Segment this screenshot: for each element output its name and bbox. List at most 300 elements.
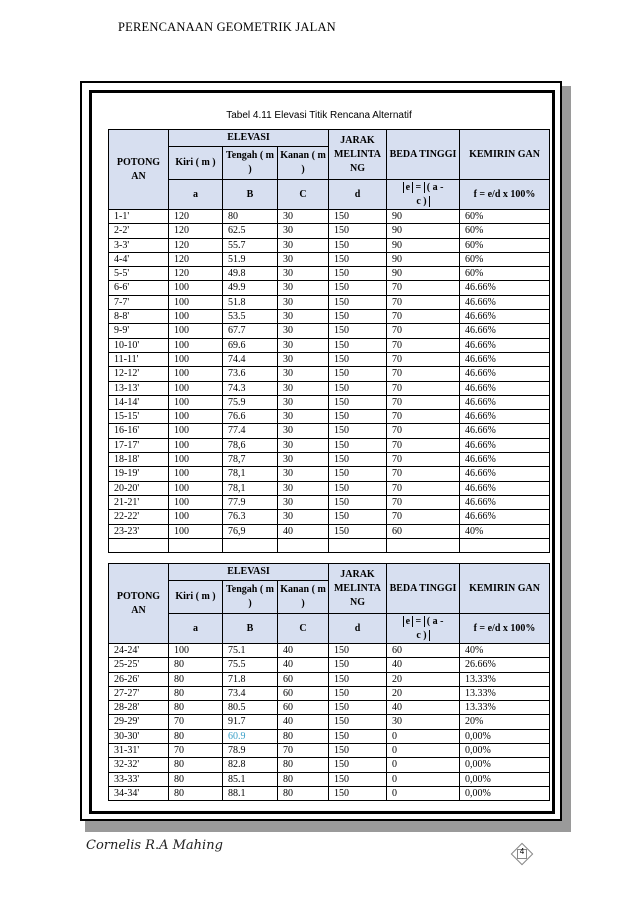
cell-kiri: 120 xyxy=(169,267,223,281)
cell-kanan: 30 xyxy=(278,410,329,424)
header-e-formula xyxy=(387,614,460,644)
cell-kanan: 30 xyxy=(278,267,329,281)
cell-tengah: 74.4 xyxy=(223,352,278,366)
cell-potongan: 15-15' xyxy=(109,410,169,424)
table-row xyxy=(109,744,550,758)
e-expr-tail: c ) xyxy=(416,630,429,641)
cell-kanan: 60 xyxy=(278,701,329,715)
cell-kemiringan: 60% xyxy=(460,267,550,281)
running-head: PERENCANAAN GEOMETRIK JALAN xyxy=(118,20,336,34)
cell-kemiringan: 46.66% xyxy=(460,295,550,309)
cell-jarak: 150 xyxy=(329,367,387,381)
table-row xyxy=(109,510,550,524)
table-row xyxy=(109,524,550,538)
table-row xyxy=(109,410,550,424)
cell-tengah: 67.7 xyxy=(223,324,278,338)
header-kanan: Kanan ( m ) xyxy=(278,147,329,180)
cell-kanan: 80 xyxy=(278,758,329,772)
cell-tengah: 51.9 xyxy=(223,252,278,266)
header-beda-tinggi: BEDA TINGGI xyxy=(387,564,460,614)
cell-kiri: 100 xyxy=(169,410,223,424)
cell-tengah: 55.7 xyxy=(223,238,278,252)
cell-kiri: 80 xyxy=(169,672,223,686)
header-kemiringan: KEMIRIN GAN xyxy=(460,564,550,614)
cell-tengah: 75.9 xyxy=(223,395,278,409)
header-b: B xyxy=(223,180,278,210)
cell-beda: 70 xyxy=(387,410,460,424)
cell-jarak: 150 xyxy=(329,438,387,452)
cell-kemiringan: 0,00% xyxy=(460,786,550,800)
cell-kiri: 120 xyxy=(169,252,223,266)
cell-beda: 70 xyxy=(387,381,460,395)
cell-jarak: 150 xyxy=(329,267,387,281)
cell-kanan: 30 xyxy=(278,310,329,324)
e-equals: = xyxy=(415,181,422,193)
header-e-formula xyxy=(387,180,460,210)
cell-kiri: 100 xyxy=(169,338,223,352)
cell-tengah: 78,7 xyxy=(223,453,278,467)
cell-blank xyxy=(329,538,387,552)
cell-kiri: 100 xyxy=(169,395,223,409)
table-row xyxy=(109,295,550,309)
cell-jarak: 150 xyxy=(329,310,387,324)
cell-kemiringan: 60% xyxy=(460,210,550,224)
table-row xyxy=(109,424,550,438)
cell-kiri: 120 xyxy=(169,224,223,238)
cell-kanan: 30 xyxy=(278,238,329,252)
cell-kiri: 80 xyxy=(169,758,223,772)
cell-tengah: 73.6 xyxy=(223,367,278,381)
cell-potongan: 19-19' xyxy=(109,467,169,481)
cell-kiri: 100 xyxy=(169,495,223,509)
cell-jarak: 150 xyxy=(329,758,387,772)
cell-blank xyxy=(169,538,223,552)
cell-kanan: 70 xyxy=(278,744,329,758)
cell-tengah: 75.5 xyxy=(223,658,278,672)
cell-potongan: 13-13' xyxy=(109,381,169,395)
cell-kemiringan: 46.66% xyxy=(460,352,550,366)
header-kiri: Kiri ( m ) xyxy=(169,147,223,180)
cell-kiri: 100 xyxy=(169,324,223,338)
cell-tengah: 78,1 xyxy=(223,481,278,495)
cell-kemiringan: 46.66% xyxy=(460,438,550,452)
e-expr: ( a - xyxy=(424,616,444,627)
cell-potongan: 34-34' xyxy=(109,786,169,800)
cell-kanan: 80 xyxy=(278,772,329,786)
header-jarak: JARAK MELINTA NG xyxy=(329,564,387,614)
cell-potongan: 32-32' xyxy=(109,758,169,772)
cell-kiri: 80 xyxy=(169,729,223,743)
header-elevasi: ELEVASI xyxy=(169,130,329,147)
cell-kemiringan: 13.33% xyxy=(460,672,550,686)
table-row xyxy=(109,453,550,467)
footer-author: Cornelis R.A Mahing xyxy=(86,838,223,853)
cell-tengah: 69.6 xyxy=(223,338,278,352)
cell-jarak: 150 xyxy=(329,672,387,686)
cell-blank xyxy=(109,538,169,552)
cell-jarak: 150 xyxy=(329,701,387,715)
cell-jarak: 150 xyxy=(329,772,387,786)
cell-potongan: 14-14' xyxy=(109,395,169,409)
cell-beda: 90 xyxy=(387,224,460,238)
cell-kiri: 120 xyxy=(169,210,223,224)
cell-beda: 60 xyxy=(387,524,460,538)
table-caption: Tabel 4.11 Elevasi Titik Rencana Alternatif xyxy=(226,110,412,121)
cell-kanan: 40 xyxy=(278,715,329,729)
table-row xyxy=(109,715,550,729)
cell-kanan: 30 xyxy=(278,224,329,238)
cell-kanan: 40 xyxy=(278,524,329,538)
cell-kanan: 30 xyxy=(278,424,329,438)
cell-blank xyxy=(460,538,550,552)
cell-tengah: 85.1 xyxy=(223,772,278,786)
cell-kanan: 80 xyxy=(278,786,329,800)
header-kemiringan: KEMIRIN GAN xyxy=(460,130,550,180)
cell-kemiringan: 46.66% xyxy=(460,467,550,481)
table-row xyxy=(109,729,550,743)
cell-potongan: 20-20' xyxy=(109,481,169,495)
cell-kiri: 80 xyxy=(169,786,223,800)
cell-kanan: 30 xyxy=(278,510,329,524)
cell-potongan: 17-17' xyxy=(109,438,169,452)
cell-potongan: 4-4' xyxy=(109,252,169,266)
cell-tengah: 76.6 xyxy=(223,410,278,424)
cell-kiri: 100 xyxy=(169,424,223,438)
cell-potongan: 12-12' xyxy=(109,367,169,381)
cell-tengah: 49.9 xyxy=(223,281,278,295)
elevation-table-1 xyxy=(108,129,550,553)
table-row xyxy=(109,481,550,495)
cell-beda: 0 xyxy=(387,729,460,743)
cell-beda: 70 xyxy=(387,367,460,381)
header-jarak: JARAK MELINTA NG xyxy=(329,130,387,180)
cell-tengah: 71.8 xyxy=(223,672,278,686)
table-row xyxy=(109,310,550,324)
cell-kiri: 80 xyxy=(169,686,223,700)
cell-kiri: 100 xyxy=(169,310,223,324)
cell-jarak: 150 xyxy=(329,686,387,700)
cell-kiri: 80 xyxy=(169,772,223,786)
cell-tengah: 91.7 xyxy=(223,715,278,729)
e-expr: ( a - xyxy=(424,182,444,193)
cell-kanan: 30 xyxy=(278,324,329,338)
elevation-table-2 xyxy=(108,563,550,801)
cell-potongan: 11-11' xyxy=(109,352,169,366)
cell-kemiringan: 0,00% xyxy=(460,744,550,758)
cell-beda: 70 xyxy=(387,352,460,366)
table-row xyxy=(109,338,550,352)
cell-jarak: 150 xyxy=(329,338,387,352)
cell-kemiringan: 46.66% xyxy=(460,381,550,395)
cell-tengah: 82.8 xyxy=(223,758,278,772)
cell-potongan: 29-29' xyxy=(109,715,169,729)
cell-jarak: 150 xyxy=(329,281,387,295)
cell-tengah: 76.3 xyxy=(223,510,278,524)
header-d: d xyxy=(329,180,387,210)
table-row xyxy=(109,252,550,266)
cell-jarak: 150 xyxy=(329,238,387,252)
cell-kemiringan: 26.66% xyxy=(460,658,550,672)
cell-kiri: 100 xyxy=(169,281,223,295)
table-1-body xyxy=(109,210,550,553)
cell-kiri: 100 xyxy=(169,467,223,481)
table-row xyxy=(109,381,550,395)
cell-kiri: 100 xyxy=(169,510,223,524)
cell-beda: 70 xyxy=(387,395,460,409)
cell-jarak: 150 xyxy=(329,786,387,800)
cell-jarak: 150 xyxy=(329,295,387,309)
header-c: C xyxy=(278,180,329,210)
cell-beda: 70 xyxy=(387,481,460,495)
table-row xyxy=(109,786,550,800)
cell-kanan: 30 xyxy=(278,467,329,481)
cell-potongan: 26-26' xyxy=(109,672,169,686)
table-row xyxy=(109,367,550,381)
cell-kanan: 30 xyxy=(278,252,329,266)
cell-tengah: 78.9 xyxy=(223,744,278,758)
cell-kemiringan: 13.33% xyxy=(460,686,550,700)
cell-kemiringan: 46.66% xyxy=(460,453,550,467)
table-row xyxy=(109,658,550,672)
cell-kiri: 100 xyxy=(169,481,223,495)
cell-beda: 70 xyxy=(387,338,460,352)
cell-kiri: 70 xyxy=(169,715,223,729)
table-row xyxy=(109,238,550,252)
cell-tengah: 80.5 xyxy=(223,701,278,715)
cell-beda: 40 xyxy=(387,701,460,715)
cell-beda: 70 xyxy=(387,310,460,324)
cell-kemiringan: 20% xyxy=(460,715,550,729)
cell-kanan: 40 xyxy=(278,644,329,658)
cell-beda: 60 xyxy=(387,644,460,658)
cell-potongan: 9-9' xyxy=(109,324,169,338)
cell-potongan: 21-21' xyxy=(109,495,169,509)
cell-potongan: 31-31' xyxy=(109,744,169,758)
header-beda-tinggi: BEDA TINGGI xyxy=(387,130,460,180)
cell-beda: 90 xyxy=(387,238,460,252)
cell-beda: 90 xyxy=(387,267,460,281)
cell-tengah: 53.5 xyxy=(223,310,278,324)
e-symbol: e xyxy=(403,616,413,627)
e-expr-tail: c ) xyxy=(416,196,429,207)
cell-kemiringan: 46.66% xyxy=(460,424,550,438)
cell-jarak: 150 xyxy=(329,210,387,224)
cell-kemiringan: 46.66% xyxy=(460,410,550,424)
cell-kemiringan: 46.66% xyxy=(460,310,550,324)
cell-kiri: 80 xyxy=(169,701,223,715)
cell-beda: 0 xyxy=(387,772,460,786)
cell-jarak: 150 xyxy=(329,729,387,743)
cell-jarak: 150 xyxy=(329,658,387,672)
cell-potongan: 22-22' xyxy=(109,510,169,524)
cell-jarak: 150 xyxy=(329,510,387,524)
cell-kemiringan: 46.66% xyxy=(460,395,550,409)
cell-kiri: 80 xyxy=(169,658,223,672)
cell-beda: 70 xyxy=(387,510,460,524)
cell-jarak: 150 xyxy=(329,453,387,467)
cell-potongan: 24-24' xyxy=(109,644,169,658)
cell-jarak: 150 xyxy=(329,481,387,495)
cell-kanan: 60 xyxy=(278,686,329,700)
cell-kemiringan: 60% xyxy=(460,252,550,266)
table-row xyxy=(109,438,550,452)
cell-kanan: 30 xyxy=(278,395,329,409)
cell-potongan: 16-16' xyxy=(109,424,169,438)
header-a: a xyxy=(169,614,223,644)
cell-kanan: 80 xyxy=(278,729,329,743)
cell-beda: 20 xyxy=(387,686,460,700)
table-2-body xyxy=(109,644,550,801)
cell-kiri: 120 xyxy=(169,238,223,252)
cell-kanan: 30 xyxy=(278,367,329,381)
cell-kanan: 30 xyxy=(278,281,329,295)
cell-kanan: 30 xyxy=(278,381,329,395)
cell-beda: 70 xyxy=(387,295,460,309)
cell-beda: 90 xyxy=(387,252,460,266)
cell-kemiringan: 0,00% xyxy=(460,772,550,786)
cell-kemiringan: 46.66% xyxy=(460,481,550,495)
cell-kiri: 100 xyxy=(169,438,223,452)
cell-jarak: 150 xyxy=(329,395,387,409)
table-row xyxy=(109,686,550,700)
cell-jarak: 150 xyxy=(329,715,387,729)
cell-potongan: 10-10' xyxy=(109,338,169,352)
table-row xyxy=(109,281,550,295)
cell-tengah: 60.9 xyxy=(223,729,278,743)
cell-kemiringan: 46.66% xyxy=(460,338,550,352)
cell-kemiringan: 60% xyxy=(460,224,550,238)
cell-kanan: 40 xyxy=(278,658,329,672)
header-c: C xyxy=(278,614,329,644)
cell-kemiringan: 60% xyxy=(460,238,550,252)
cell-kiri: 100 xyxy=(169,453,223,467)
table-row xyxy=(109,395,550,409)
cell-potongan: 2-2' xyxy=(109,224,169,238)
cell-jarak: 150 xyxy=(329,381,387,395)
cell-beda: 70 xyxy=(387,453,460,467)
cell-beda: 0 xyxy=(387,786,460,800)
cell-jarak: 150 xyxy=(329,324,387,338)
cell-jarak: 150 xyxy=(329,252,387,266)
table-row xyxy=(109,267,550,281)
cell-beda: 0 xyxy=(387,758,460,772)
e-equals: = xyxy=(415,615,422,627)
e-symbol: e xyxy=(403,182,413,193)
cell-tengah: 74.3 xyxy=(223,381,278,395)
cell-tengah: 62.5 xyxy=(223,224,278,238)
cell-kanan: 60 xyxy=(278,672,329,686)
header-d: d xyxy=(329,614,387,644)
cell-tengah: 49.8 xyxy=(223,267,278,281)
cell-kiri: 100 xyxy=(169,524,223,538)
cell-beda: 70 xyxy=(387,495,460,509)
cell-tengah: 88.1 xyxy=(223,786,278,800)
cell-tengah: 78,1 xyxy=(223,467,278,481)
cell-kanan: 30 xyxy=(278,352,329,366)
cell-blank xyxy=(223,538,278,552)
table-row xyxy=(109,644,550,658)
header-kiri: Kiri ( m ) xyxy=(169,581,223,614)
cell-beda: 70 xyxy=(387,281,460,295)
cell-tengah: 77.9 xyxy=(223,495,278,509)
table-row xyxy=(109,495,550,509)
header-potongan: POTONG AN xyxy=(109,130,169,210)
header-potongan: POTONG AN xyxy=(109,564,169,644)
cell-tengah: 80 xyxy=(223,210,278,224)
cell-kemiringan: 40% xyxy=(460,524,550,538)
header-tengah: Tengah ( m ) xyxy=(223,581,278,614)
cell-beda: 70 xyxy=(387,324,460,338)
cell-beda: 70 xyxy=(387,438,460,452)
table-row xyxy=(109,210,550,224)
table-row xyxy=(109,758,550,772)
cell-kiri: 100 xyxy=(169,367,223,381)
cell-beda: 70 xyxy=(387,424,460,438)
cell-kanan: 30 xyxy=(278,438,329,452)
cell-kemiringan: 0,00% xyxy=(460,729,550,743)
cell-beda: 70 xyxy=(387,467,460,481)
header-b: B xyxy=(223,614,278,644)
cell-potongan: 27-27' xyxy=(109,686,169,700)
table-row xyxy=(109,672,550,686)
cell-kanan: 30 xyxy=(278,210,329,224)
cell-potongan: 6-6' xyxy=(109,281,169,295)
cell-potongan: 18-18' xyxy=(109,453,169,467)
cell-tengah: 77.4 xyxy=(223,424,278,438)
header-tengah: Tengah ( m ) xyxy=(223,147,278,180)
cell-kemiringan: 40% xyxy=(460,644,550,658)
cell-kanan: 30 xyxy=(278,338,329,352)
table-row xyxy=(109,467,550,481)
cell-kemiringan: 46.66% xyxy=(460,510,550,524)
cell-kanan: 30 xyxy=(278,453,329,467)
cell-potongan: 7-7' xyxy=(109,295,169,309)
cell-potongan: 5-5' xyxy=(109,267,169,281)
cell-tengah: 78,6 xyxy=(223,438,278,452)
cell-kemiringan: 46.66% xyxy=(460,281,550,295)
page-number: 4 xyxy=(519,847,525,856)
table-row-blank xyxy=(109,538,550,552)
cell-kemiringan: 46.66% xyxy=(460,367,550,381)
cell-potongan: 23-23' xyxy=(109,524,169,538)
table-row xyxy=(109,701,550,715)
cell-potongan: 3-3' xyxy=(109,238,169,252)
cell-tengah: 73.4 xyxy=(223,686,278,700)
cell-jarak: 150 xyxy=(329,410,387,424)
cell-kiri: 100 xyxy=(169,352,223,366)
cell-kemiringan: 46.66% xyxy=(460,495,550,509)
cell-potongan: 1-1' xyxy=(109,210,169,224)
cell-kiri: 100 xyxy=(169,644,223,658)
cell-jarak: 150 xyxy=(329,744,387,758)
cell-kemiringan: 0,00% xyxy=(460,758,550,772)
cell-kiri: 100 xyxy=(169,295,223,309)
cell-jarak: 150 xyxy=(329,224,387,238)
cell-beda: 20 xyxy=(387,672,460,686)
header-f-formula: f = e/d x 100% xyxy=(460,614,550,644)
cell-beda: 30 xyxy=(387,715,460,729)
cell-potongan: 30-30' xyxy=(109,729,169,743)
table-row xyxy=(109,772,550,786)
header-f-formula: f = e/d x 100% xyxy=(460,180,550,210)
cell-kanan: 30 xyxy=(278,481,329,495)
cell-kemiringan: 13.33% xyxy=(460,701,550,715)
cell-kiri: 100 xyxy=(169,381,223,395)
cell-jarak: 150 xyxy=(329,424,387,438)
cell-jarak: 150 xyxy=(329,352,387,366)
header-elevasi: ELEVASI xyxy=(169,564,329,581)
cell-potongan: 8-8' xyxy=(109,310,169,324)
